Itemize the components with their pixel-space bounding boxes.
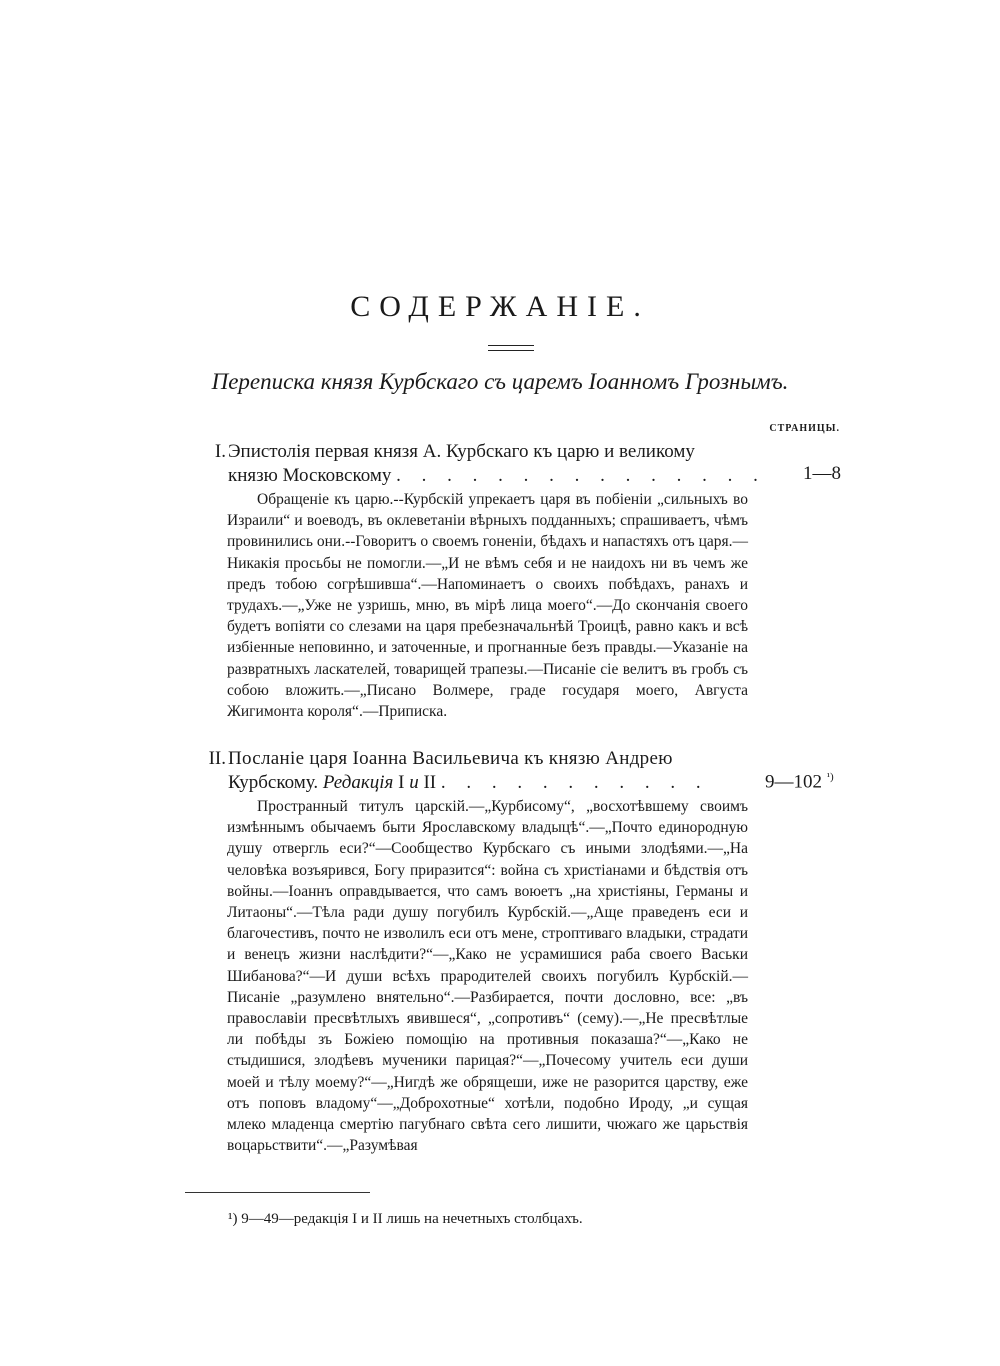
pages-column-label: СТРАНИЦЫ.: [769, 423, 840, 434]
entry-title-line: Курбскому.: [228, 772, 319, 793]
entry-numeral: I.: [214, 441, 226, 462]
redaction-numeral: II: [423, 772, 437, 793]
entry-page-numbers: 9—102: [765, 771, 822, 793]
redaction-numeral: I: [398, 772, 405, 793]
toc-entry-heading: [200, 747, 748, 795]
redaction-and: и: [409, 772, 419, 793]
title-rule-top: [488, 345, 534, 346]
entry-title-line: Посланіе царя Іоанна Васильевича къ князю Андрею: [228, 748, 673, 769]
redaction-label: Редакція: [322, 772, 394, 793]
footnote-text: 9—49—редакція I и II лишь на нечетныхъ столбцахъ.: [241, 1211, 583, 1227]
footnote-reference: ¹): [826, 771, 834, 783]
footnote-rule: [185, 1192, 370, 1193]
leader-dots: . . . . . . . . . . .: [440, 772, 709, 793]
entry-summary: Пространный титулъ царскій.—„Курбисому“, „восхотѣвшему своимъ измѣннымъ обычаемъ быти Ярославскому владыцѣ“.—„Почто единородную душу отвергль еси?“—Сообщество Курбскаго съ иными злодѣями.—„На человѣка возъярився, Богу приразится“: война съ христіанами и бѣдствія отъ войны.—Іоаннъ оправдывается, что самъ воюетъ „на христіяны, Германы и Литаоны“.—Тѣла ради душу погубилъ Курбскій.—„Аще праведенъ еси и благочестивъ, почто не изволилъ еси отъ мене, строптиваго владыки, страдати и венецъ жизни наслѣдити?“—„Како не усрамишися раба своего Васьки Шибанова?“—И души всѣхъ прародителей своихъ погубилъ Курбскій.—Писаніе „разумлено внятельно“.—Разбирается, почти дословно, все: „въ православіи пресвѣтлыхъ явившеся“, „сопротивъ“ (сему).—„Не пресвѣтлые ли побѣды зъ Божіею помощію на противныя показаша?“—„Како не стыдишися, злодѣевъ мученики парицая?“—„Почесому учитель еси души моей и тѣлу моему?“—„Нигдѣ же обрящеши, иже не разорится царству, еже отъ поповъ владому“—„Доброхотные“ хотѣли, подобно Ироду, „и сущая млеко младенца смертію пагубнаго свѣта сего лишити, чюжаго же царьствія воцарьствити“.—„Разумѣвая: [227, 798, 748, 1155]
entry-title-line: Эпистолія первая князя А. Курбскаго къ царю и великому: [228, 441, 695, 462]
toc-entry-heading: [200, 440, 766, 488]
entry-numeral: II.: [208, 748, 226, 769]
footnote-mark: ¹): [228, 1211, 238, 1227]
entry-page-range: [765, 771, 834, 793]
section-subtitle: Переписка князя Курбскаго съ царемъ Іоанномъ Грознымъ.: [211, 369, 789, 394]
entry-page-range: 1—8: [803, 463, 841, 484]
leader-dots: . . . . . . . . . . . . . . .: [396, 465, 766, 486]
title-rule-bottom: [488, 350, 534, 351]
entry-title-line: князю Московскому: [228, 465, 392, 486]
entry-summary: Обращеніе къ царю.--Курбскій упрекаетъ царя въ побіеніи „сильныхъ во Израили“ и воеводъ, въ оклеветаніи вѣрныхъ подданныхъ; спрашиваетъ, чѣмъ провинились они.--Говоритъ о своемъ гоненіи, бѣдахъ и напастяхъ отъ царя.—Никакія просьбы не помогли.—„И не вѣмъ себя и не наидохъ ни въ чемъ же предъ тобою согрѣшивша“.—Напоминаетъ о своихъ побѣдахъ, ранахъ и трудахъ.—„Уже не узришь, мню, въ мірѣ лица моего“.—До скончанія своего будетъ вопіяти со слезами на царя пребезначальнѣй Троицѣ, равно какъ и всѣ избіенные неповинно, и заточенные, и прогнанные безъ правды.—Указаніе на развратныхъ ласкателей, товарищей трапезы.—Писаніе сіе велитъ въ гробъ съ собою вложить.—„Писано Волмере, граде государя моего, Августа Жигимонта короля“.—Приписка.: [227, 491, 748, 721]
footnote: [228, 1211, 583, 1228]
page-title: СОДЕРЖАНІЕ.: [350, 290, 650, 323]
